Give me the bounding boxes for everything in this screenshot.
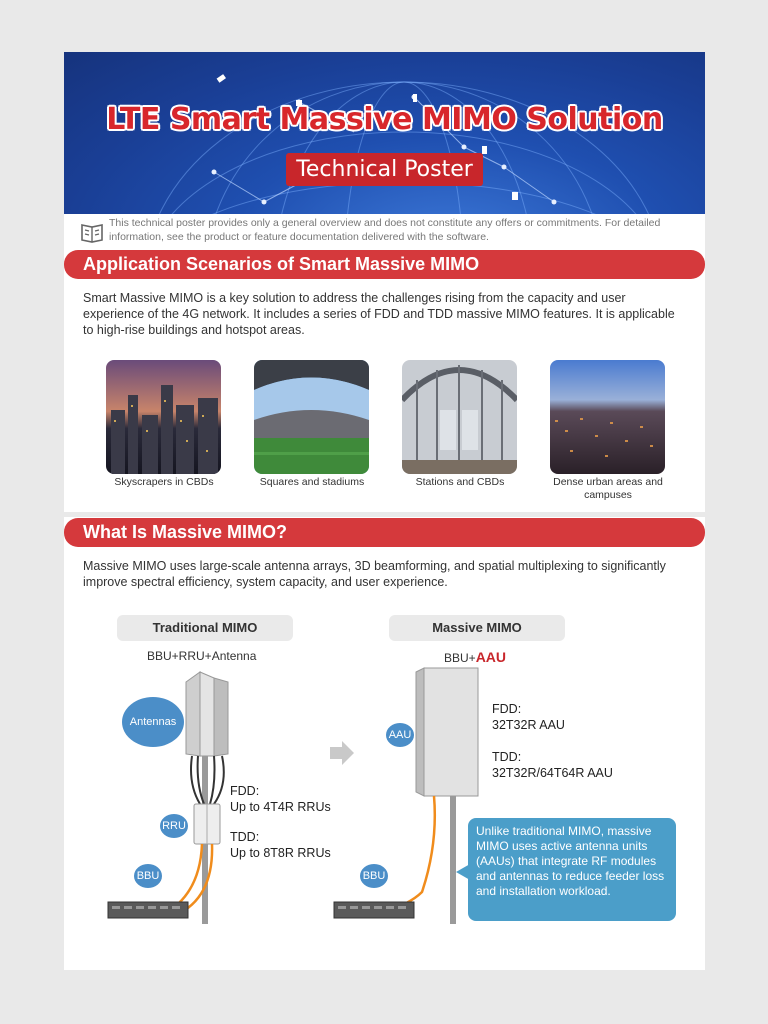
massive-formula: BBU+AAU	[444, 649, 507, 665]
massive-fdd-label: FDD:	[492, 702, 522, 716]
aau-bubble: AAU	[386, 723, 414, 747]
device-icon	[512, 192, 518, 200]
antennas-bubble: Antennas	[122, 697, 184, 747]
phone-icon	[482, 146, 487, 154]
banner	[64, 52, 705, 214]
traditional-tdd-value: Up to 8T8R RRUs	[230, 846, 331, 860]
photo-stadium	[254, 360, 369, 474]
section-heading-massive-mimo: What Is Massive MIMO?	[64, 518, 705, 547]
traditional-fdd-value: Up to 4T4R RRUs	[230, 800, 331, 814]
traditional-mimo-label: Traditional MIMO	[117, 615, 293, 641]
massive-mimo-diagram	[330, 664, 490, 924]
caption-stations: Stations and CBDs	[415, 476, 505, 488]
poster-page	[64, 52, 705, 970]
bbu-bubble-massive: BBU	[360, 864, 388, 888]
book-icon	[80, 220, 104, 244]
satellite-icon	[217, 74, 226, 83]
poster-subtitle: Technical Poster	[286, 153, 483, 186]
poster-title: LTE Smart Massive MIMO Solution	[106, 102, 663, 137]
tower-icon	[413, 94, 417, 102]
scenarios-intro: Smart Massive MIMO is a key solution to address the challenges rising from the capacity and user experience of the 4G network. It includes a series of FDD and TDD massive MIMO features. It is applicable to high-rise buildings and hotspot areas.	[83, 291, 675, 337]
section-heading-scenarios: Application Scenarios of Smart Massive MIMO	[64, 250, 705, 279]
traditional-tdd-label: TDD:	[230, 830, 260, 844]
massive-tdd-value: 32T32R/64T64R AAU	[492, 766, 613, 780]
traditional-fdd-label: FDD:	[230, 784, 260, 798]
massive-mimo-intro: Massive MIMO uses large-scale antenna arrays, 3D beamforming, and spatial multiplexing to significantly improve spectral efficiency, system capacity, and user experience.	[83, 559, 666, 589]
traditional-formula: BBU+RRU+Antenna	[147, 649, 257, 663]
massive-mimo-label: Massive MIMO	[389, 615, 565, 641]
photo-urban	[550, 360, 665, 474]
massive-tdd-label: TDD:	[492, 750, 522, 764]
section-divider	[64, 512, 705, 517]
caption-stadiums: Squares and stadiums	[259, 476, 365, 488]
massive-fdd-value: 32T32R AAU	[492, 718, 565, 732]
photo-station	[402, 360, 517, 474]
caption-skyscrapers: Skyscrapers in CBDs	[114, 476, 214, 488]
bbu-bubble-traditional: BBU	[134, 864, 162, 888]
massive-mimo-callout: Unlike traditional MIMO, massive MIMO uses active antenna units (AAUs) that integrate RF modules and antennas to reduce feeder loss and installation workload.	[468, 818, 676, 921]
antenna-panels	[186, 672, 228, 756]
disclaimer-text: This technical poster provides only a general overview and does not constitute any offers or commitments. For detailed information, see the product or feature documentation delivered with the software.	[109, 217, 661, 243]
photo-skyscrapers	[106, 360, 221, 474]
rru-bubble: RRU	[160, 814, 188, 838]
caption-urban: Dense urban areas and campuses	[553, 476, 663, 501]
